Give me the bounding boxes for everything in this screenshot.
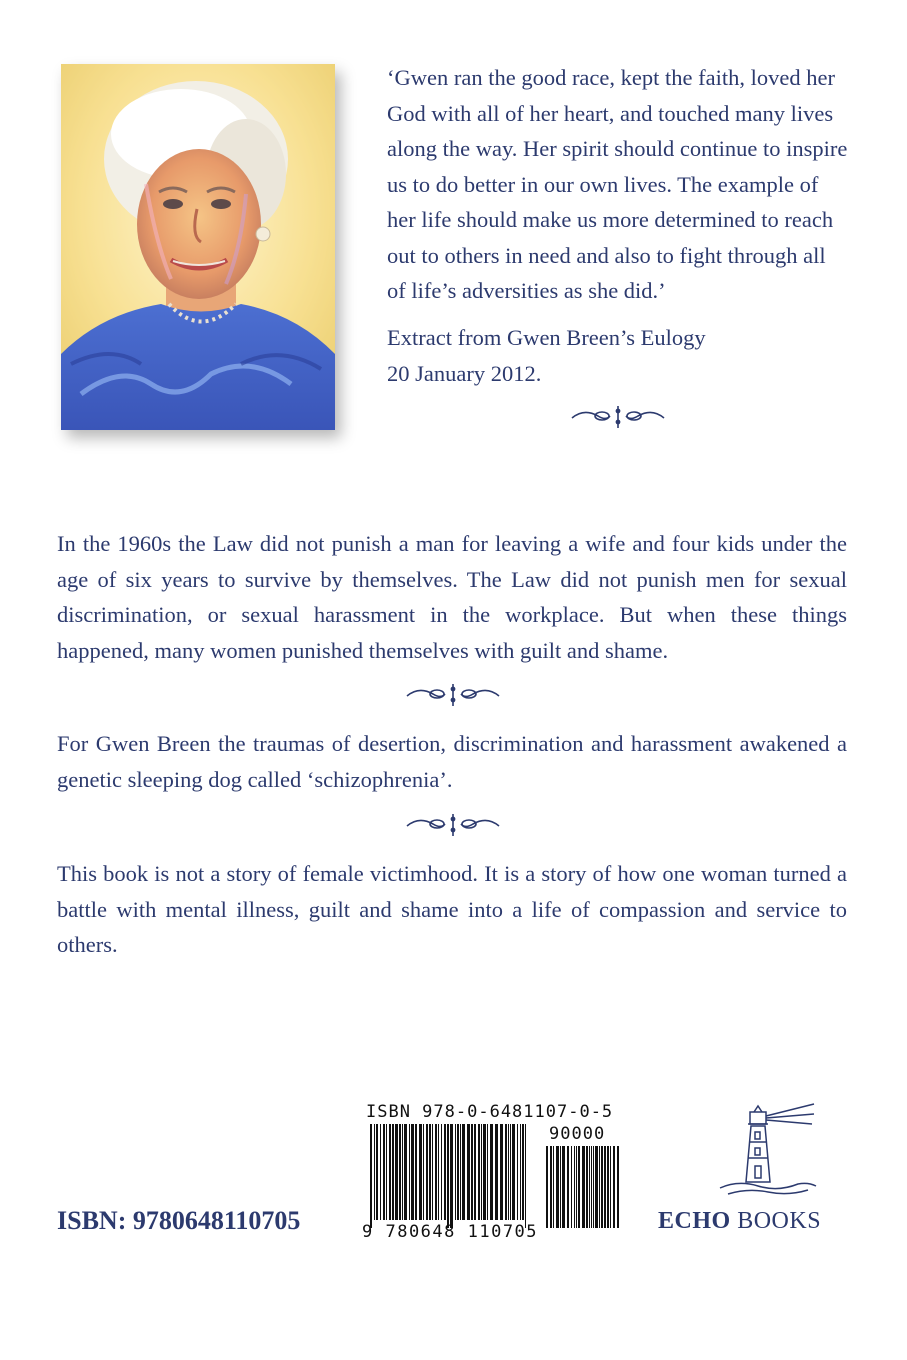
body-paragraph-3: This book is not a story of female victimhood. It is a story of how one woman turned a battle with mental illness, guilt and shame into a life of compassion and service to others.: [57, 861, 847, 957]
eulogy-quote: [387, 60, 849, 309]
ornament-divider-icon: [405, 682, 501, 708]
body-paragraph-2: For Gwen Breen the traumas of desertion, discrimination and harassment awakened a genetic sleeping dog called ‘schizophrenia’.: [57, 731, 847, 792]
portrait-image: [61, 64, 335, 430]
quote-attribution: [387, 320, 787, 391]
barcode-icon: [370, 1124, 622, 1228]
publisher-name-bold: ECHO: [658, 1208, 731, 1234]
barcode-number-text: 9 780648 110705: [362, 1222, 539, 1242]
barcode-addon-text: 90000: [549, 1124, 606, 1144]
barcode-isbn-text: ISBN 978-0-6481107-0-5: [366, 1102, 614, 1122]
publisher-name-regular: BOOKS: [730, 1208, 822, 1234]
attribution-line1: Extract from Gwen Breen’s Eulogy: [387, 325, 706, 350]
ornament-divider-icon: [570, 404, 666, 430]
publisher-name: [658, 1208, 821, 1235]
attribution-line2: 20 January 2012.: [387, 360, 542, 386]
lighthouse-icon: [718, 1102, 818, 1198]
quote-text: ‘Gwen ran the good race, kept the faith, loved her God with all of her heart, and touched many lives along the way. Her spirit should continue to inspire us to do better in our own lives. The example of her life should make us more determined to reach out to others in need and also to fight through all of life’s adversities as she did.’: [387, 65, 848, 303]
body-paragraph-1: In the 1960s the Law did not punish a man for leaving a wife and four kids under the age of six years to survive by themselves. The Law did not punish men for sexual discrimination, or sexual harassment in the workplace. But when these things happened, many women punished themselves with guilt and shame.: [57, 531, 847, 663]
portrait-painting: [61, 64, 335, 430]
ornament-divider-icon: [405, 812, 501, 838]
isbn-label: ISBN: 9780648110705: [57, 1206, 301, 1235]
